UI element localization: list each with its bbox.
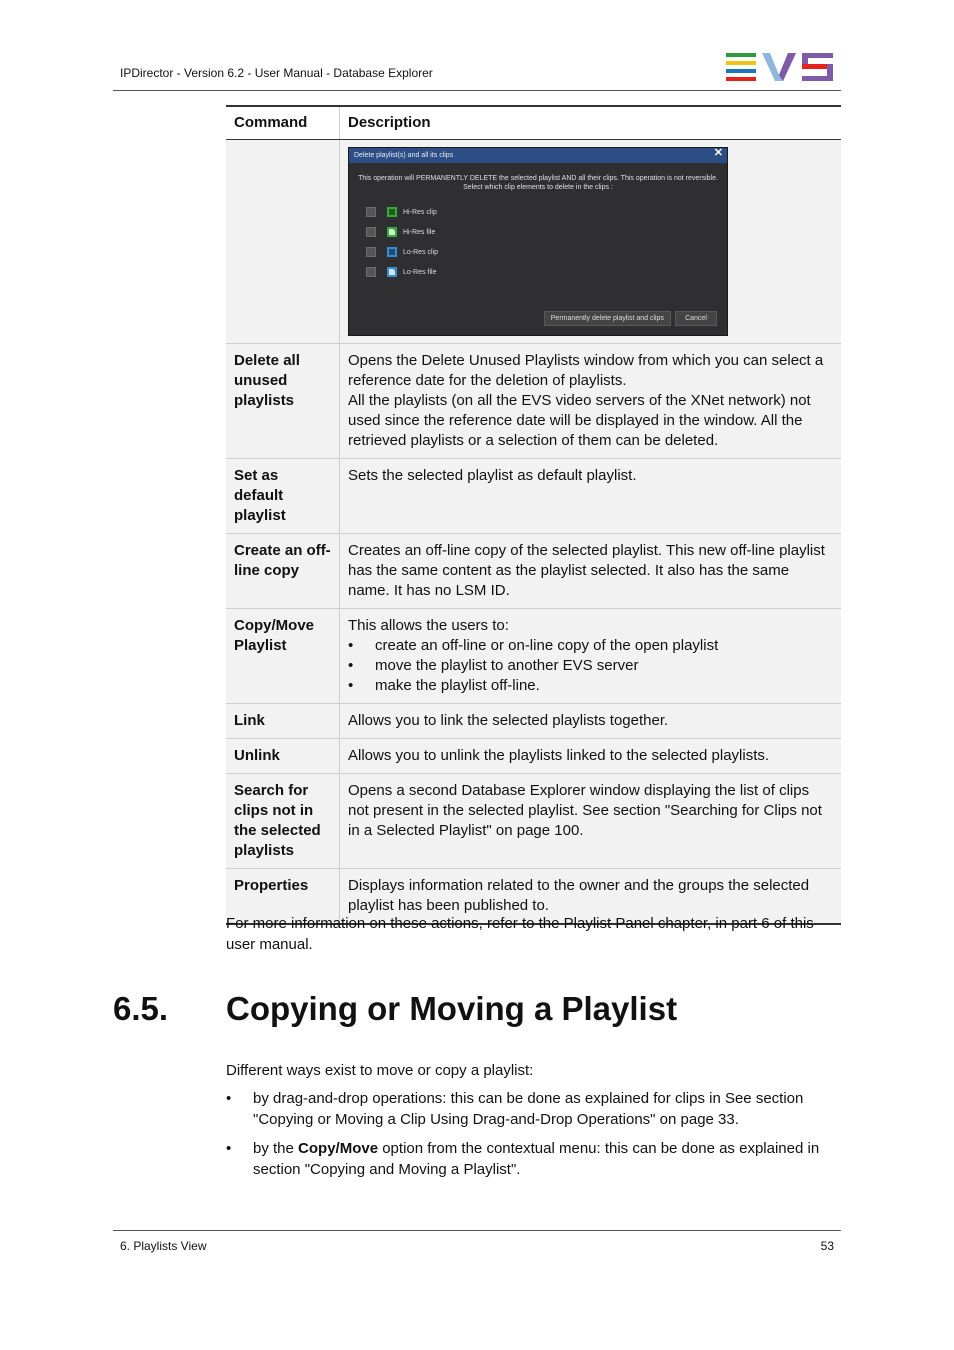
dialog-message bbox=[349, 174, 727, 192]
cancel-button: Cancel bbox=[675, 311, 717, 326]
description-cell: Allows you to link the selected playlists together. bbox=[340, 704, 842, 739]
evs-logo bbox=[726, 52, 834, 82]
hi-res-clip-icon bbox=[387, 207, 397, 217]
page-number: 53 bbox=[820, 1239, 834, 1253]
column-header-command: Command bbox=[226, 106, 340, 140]
list-item: • make the playlist off-line. bbox=[348, 676, 833, 696]
description-cell: Creates an off-line copy of the selected playlist. This new off-line playlist has the same content as the playlist selected. It also has the same name. It has no LSM ID. bbox=[340, 534, 842, 609]
permanently-delete-button: Permanently delete playlist and clips bbox=[544, 311, 671, 326]
delete-playlist-dialog-screenshot bbox=[348, 147, 728, 336]
command-cell: Unlink bbox=[226, 739, 340, 774]
description-text-2: All the playlists (on all the EVS video servers of the XNet network) not used since the reference date will be displayed in the window. All the retrieved playlists or a selection of them can be deleted. bbox=[348, 392, 811, 449]
command-cell: Copy/Move Playlist bbox=[226, 609, 340, 704]
lo-res-file-icon bbox=[387, 267, 397, 277]
option-label: Lo-Res file bbox=[403, 268, 437, 276]
dialog-buttons bbox=[544, 311, 717, 326]
section-bullets bbox=[226, 1088, 838, 1188]
description-cell-screenshot bbox=[340, 140, 842, 344]
description-cell: Sets the selected playlist as default playlist. bbox=[340, 459, 842, 534]
bullet-bold-text: Copy/Move bbox=[298, 1140, 379, 1157]
table-row bbox=[226, 704, 841, 739]
command-cell: Link bbox=[226, 704, 340, 739]
close-icon: ✕ bbox=[713, 147, 723, 159]
table-row bbox=[226, 739, 841, 774]
checkbox-icon bbox=[366, 247, 376, 257]
option-lo-res-file bbox=[366, 266, 436, 278]
dialog-message-line-2: Select which clip elements to delete in the clips : bbox=[463, 184, 613, 191]
bullet-text: by the bbox=[253, 1140, 299, 1157]
table-row bbox=[226, 774, 841, 869]
option-label: Lo-Res clip bbox=[403, 248, 439, 256]
command-cell: Delete all unused playlists bbox=[226, 344, 340, 459]
description-cell: Displays information related to the owner and the groups the selected playlist has been published to. bbox=[340, 869, 842, 925]
lo-res-clip-icon bbox=[387, 247, 397, 257]
commands-table bbox=[226, 105, 841, 925]
dialog-title: Delete playlist(s) and all its clips bbox=[354, 152, 454, 159]
description-cell bbox=[340, 609, 842, 704]
list-item: • create an off-line or on-line copy of the open playlist bbox=[348, 636, 833, 656]
option-lo-res-clip bbox=[366, 246, 438, 258]
dialog-message-line-1: This operation will PERMANENTLY DELETE the selected playlist AND all their clips. This operation is not reversible. bbox=[358, 175, 718, 182]
hi-res-file-icon bbox=[387, 227, 397, 237]
table-row bbox=[226, 534, 841, 609]
bullet-text: option from the contextual menu: this can be done as explained in section "Copying and Moving a Playlist". bbox=[253, 1140, 820, 1178]
list-item bbox=[226, 1138, 838, 1180]
table-row bbox=[226, 459, 841, 534]
description-text: This allows the users to: bbox=[348, 617, 509, 634]
table-header-row bbox=[226, 106, 841, 140]
header-rule bbox=[113, 90, 841, 91]
command-cell: Properties bbox=[226, 869, 340, 925]
list-item: • move the playlist to another EVS server bbox=[348, 656, 833, 676]
section-title: Copying or Moving a Playlist bbox=[226, 990, 678, 1027]
command-cell: Create an off-line copy bbox=[226, 534, 340, 609]
command-cell-empty bbox=[226, 140, 340, 344]
checkbox-icon bbox=[366, 207, 376, 217]
footer-rule bbox=[113, 1230, 841, 1231]
option-label: Hi-Res clip bbox=[403, 208, 437, 216]
checkbox-icon bbox=[366, 267, 376, 277]
checkbox-icon bbox=[366, 227, 376, 237]
table-row bbox=[226, 609, 841, 704]
table-row bbox=[226, 344, 841, 459]
header-title: IPDirector - Version 6.2 - User Manual - Database Explorer bbox=[120, 66, 433, 80]
command-cell: Set as default playlist bbox=[226, 459, 340, 534]
option-label: Hi-Res file bbox=[403, 228, 436, 236]
column-header-description: Description bbox=[340, 106, 842, 140]
dialog-titlebar bbox=[349, 148, 727, 163]
section-intro: Different ways exist to move or copy a playlist: bbox=[226, 1062, 534, 1079]
table-row bbox=[226, 140, 841, 344]
command-cell: Search for clips not in the selected playlists bbox=[226, 774, 340, 869]
section-number: 6.5. bbox=[113, 990, 169, 1027]
list-item: • by drag-and-drop operations: this can be done as explained for clips in See section "Copying or Moving a Clip Using Drag-and-Drop Operations" on page 33. bbox=[226, 1088, 838, 1130]
option-hi-res-clip bbox=[366, 206, 437, 218]
description-cell bbox=[340, 344, 842, 459]
description-bullets bbox=[348, 636, 833, 696]
footer-chapter: 6. Playlists View bbox=[120, 1239, 207, 1253]
after-table-note: For more information on these actions, refer to the Playlist Panel chapter, in part 6 of this user manual. bbox=[226, 915, 814, 953]
option-hi-res-file bbox=[366, 226, 435, 238]
description-cell: Allows you to unlink the playlists linked to the selected playlists. bbox=[340, 739, 842, 774]
description-text: Opens the Delete Unused Playlists window from which you can select a reference date for the deletion of playlists. bbox=[348, 352, 824, 389]
description-cell: Opens a second Database Explorer window displaying the list of clips not present in the selected playlist. See section "Searching for Clips not in a Selected Playlist" on page 100. bbox=[340, 774, 842, 869]
